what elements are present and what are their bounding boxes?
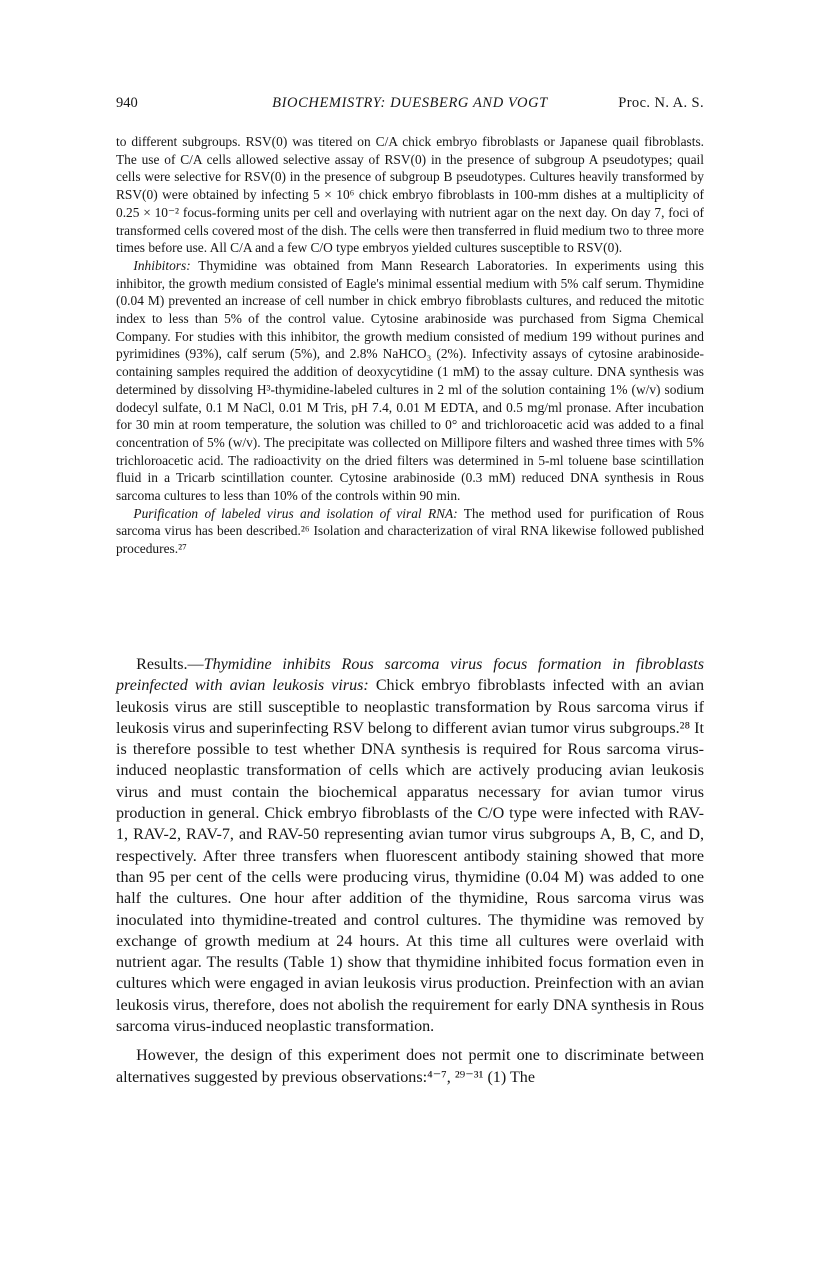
purification-text: The method used for purification of Rous sarcoma virus has been described.²⁶ Isolation and characterization of viral RNA likewise followed published procedures.²⁷: [116, 505, 704, 557]
purification-paragraph: [116, 505, 704, 558]
results-paragraph-2: However, the design of this experiment does not permit one to discriminate between alternatives suggested by previous observations:⁴⁻⁷, ²⁹⁻³¹ (1) The: [116, 1047, 704, 1086]
methods-section: [116, 133, 704, 558]
results-subheading: Thymidine inhibits Rous sarcoma virus focus formation in fibroblasts preinfected with avian leukosis virus:: [116, 656, 704, 695]
methods-continuation-paragraph: to different subgroups. RSV(0) was titered on C/A chick embryo fibroblasts or Japanese quail fibroblasts. The use of C/A cells allowed selective assay of RSV(0) in the presence of subgroup A pseudotypes; quail cells were selective for RSV(0) in the presence of subgroup B pseudotypes. Cultures heavily transformed by RSV(0) were obtained by infecting 5 × 10⁶ chick embryo fibroblasts in 100-mm dishes at a multiplicity of 0.25 × 10⁻² focus-forming units per cell and overlaying with nutrient agar on the next day. On day 7, foci of transformed cells covered most of the dish. The cells were then transferred in fluid medium two to three more times before use. All C/A and a few C/O type embryos yielded cultures susceptible to RSV(0).: [116, 134, 704, 256]
results-section: [116, 654, 704, 1088]
inhibitors-heading: Inhibitors:: [133, 257, 191, 273]
results-paragraph-1: [116, 654, 704, 1037]
purification-heading: Purification of labeled virus and isolation of viral RNA:: [133, 505, 458, 521]
journal-abbreviation: Proc. N. A. S.: [618, 95, 704, 111]
page-number: 940: [116, 95, 138, 111]
results-paragraph-1-text: Chick embryo fibroblasts infected with an avian leukosis virus are still susceptible to neoplastic transformation by Rous sarcoma virus if leukosis virus and superinfecting RSV belong to different avian tumor virus subgroups.²⁸ It is therefore possible to test whether DNA synthesis is required for Rous sarcoma virus-induced neoplastic transformation of cells which are actively producing avian leukosis virus and must contain the biochemical apparatus necessary for avian tumor virus production in general. Chick embryo fibroblasts of the C/O type were infected with RAV-1, RAV-2, RAV-7, and RAV-50 representing avian tumor virus subgroups A, B, C, and D, respectively. After three transfers when fluorescent antibody staining showed that more than 95 per cent of the cells were producing virus, thymidine (0.04 M) was added to one half the cultures. One hour after addition of the thymidine, Rous sarcoma virus was inoculated into thymidine-treated and control cultures. The thymidine was removed by exchange of growth medium at 24 hours. At this time all cultures were overlaid with nutrient agar. The results (Table 1) show that thymidine inhibited focus formation even in cultures which were engaged in avian leukosis virus production. Preinfection with an avian leukosis virus, therefore, does not abolish the requirement for early DNA synthesis in Rous sarcoma virus-induced neoplastic transformation.: [116, 677, 704, 1036]
running-head: [116, 95, 704, 115]
inhibitors-text: Thymidine was obtained from Mann Research Laboratories. In experiments using this inhibitor, the growth medium consisted of Eagle's minimal essential medium with 5% calf serum. Thymidine (0.04 M) prevented an increase of cell number in chick embryo fibroblasts cultures, and reduced the mitotic index to less than 5% of the control value. Cytosine arabinoside was purchased from Sigma Chemical Company. For studies with this inhibitor, the growth medium consisted of medium 199 without purines and pyrimidines (93%), calf serum (5%), and 2.8% NaHCO₃ (2%). Infectivity assays of cytosine arabinoside-containing samples required the addition of deoxycytidine (1 mM) to the assay culture. DNA synthesis was determined by dissolving H³-thymidine-labeled cultures in 2 ml of the solution containing 1% (w/v) sodium dodecyl sulfate, 0.1 M NaCl, 0.01 M Tris, pH 7.4, 0.01 M EDTA, and 0.5 mg/ml pronase. After incubation for 30 min at room temperature, the solution was chilled to 0° and trichloroacetic acid was added to a final concentration of 5% (w/v). The precipitate was collected on Millipore filters and washed three times with 5% trichloroacetic acid. The radioactivity on the dried filters was determined in 5-ml toluene base scintillation fluid in a Tricarb scintillation counter. Cytosine arabinoside (0.3 mM) reduced DNA synthesis in Rous sarcoma cultures to less than 10% of the controls within 90 min.: [116, 257, 704, 504]
inhibitors-paragraph: [116, 257, 704, 505]
running-title: BIOCHEMISTRY: DUESBERG AND VOGT: [272, 95, 548, 111]
results-heading: Results.—: [136, 656, 204, 673]
